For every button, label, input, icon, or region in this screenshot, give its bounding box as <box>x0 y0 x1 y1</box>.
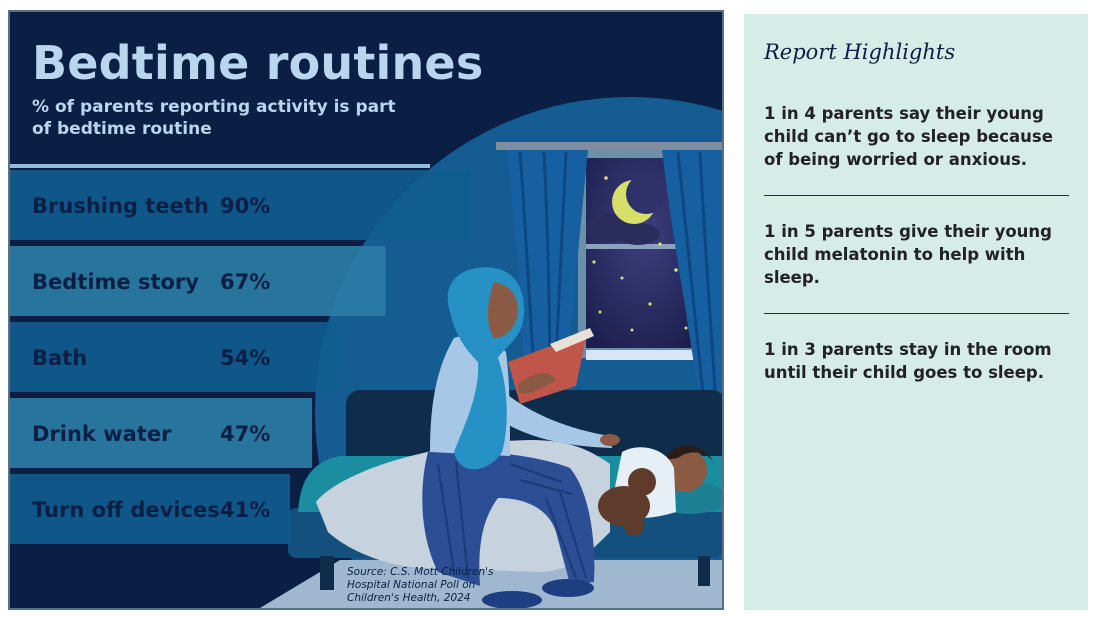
bar-chart <box>10 12 722 608</box>
bar-chart-top-rule <box>10 164 430 168</box>
bar-value-label: 41% <box>220 498 271 522</box>
bar-label: Turn off devices <box>32 498 220 522</box>
bar-value-label: 67% <box>220 270 271 294</box>
infographic-title: Bedtime routines <box>32 36 484 90</box>
bar-label: Drink water <box>32 422 172 446</box>
bar-label: Bath <box>32 346 88 370</box>
highlights-title: Report Highlights <box>764 40 956 64</box>
bar-value-label: 90% <box>220 194 271 218</box>
highlight-item: 1 in 5 parents give their young child melatonin to help with sleep. <box>764 220 1069 314</box>
infographic-subtitle: % of parents reporting activity is part of bedtime routine <box>32 97 396 139</box>
source-note: Source: C.S. Mott Children's Hospital National Poll on Children's Health, 2024 <box>347 566 494 604</box>
report-highlights-panel <box>744 14 1088 610</box>
bar-label: Bedtime story <box>32 270 199 294</box>
highlight-item: 1 in 4 parents say their young child can’t go to sleep because of being worried or anxious. <box>764 102 1069 196</box>
bar-value-label: 54% <box>220 346 271 370</box>
bedtime-routines-infographic <box>8 10 724 610</box>
bar-value-label: 47% <box>220 422 271 446</box>
bar-label: Brushing teeth <box>32 194 209 218</box>
highlights-list <box>764 102 1069 432</box>
highlight-item: 1 in 3 parents stay in the room until their child goes to sleep. <box>764 340 1052 382</box>
